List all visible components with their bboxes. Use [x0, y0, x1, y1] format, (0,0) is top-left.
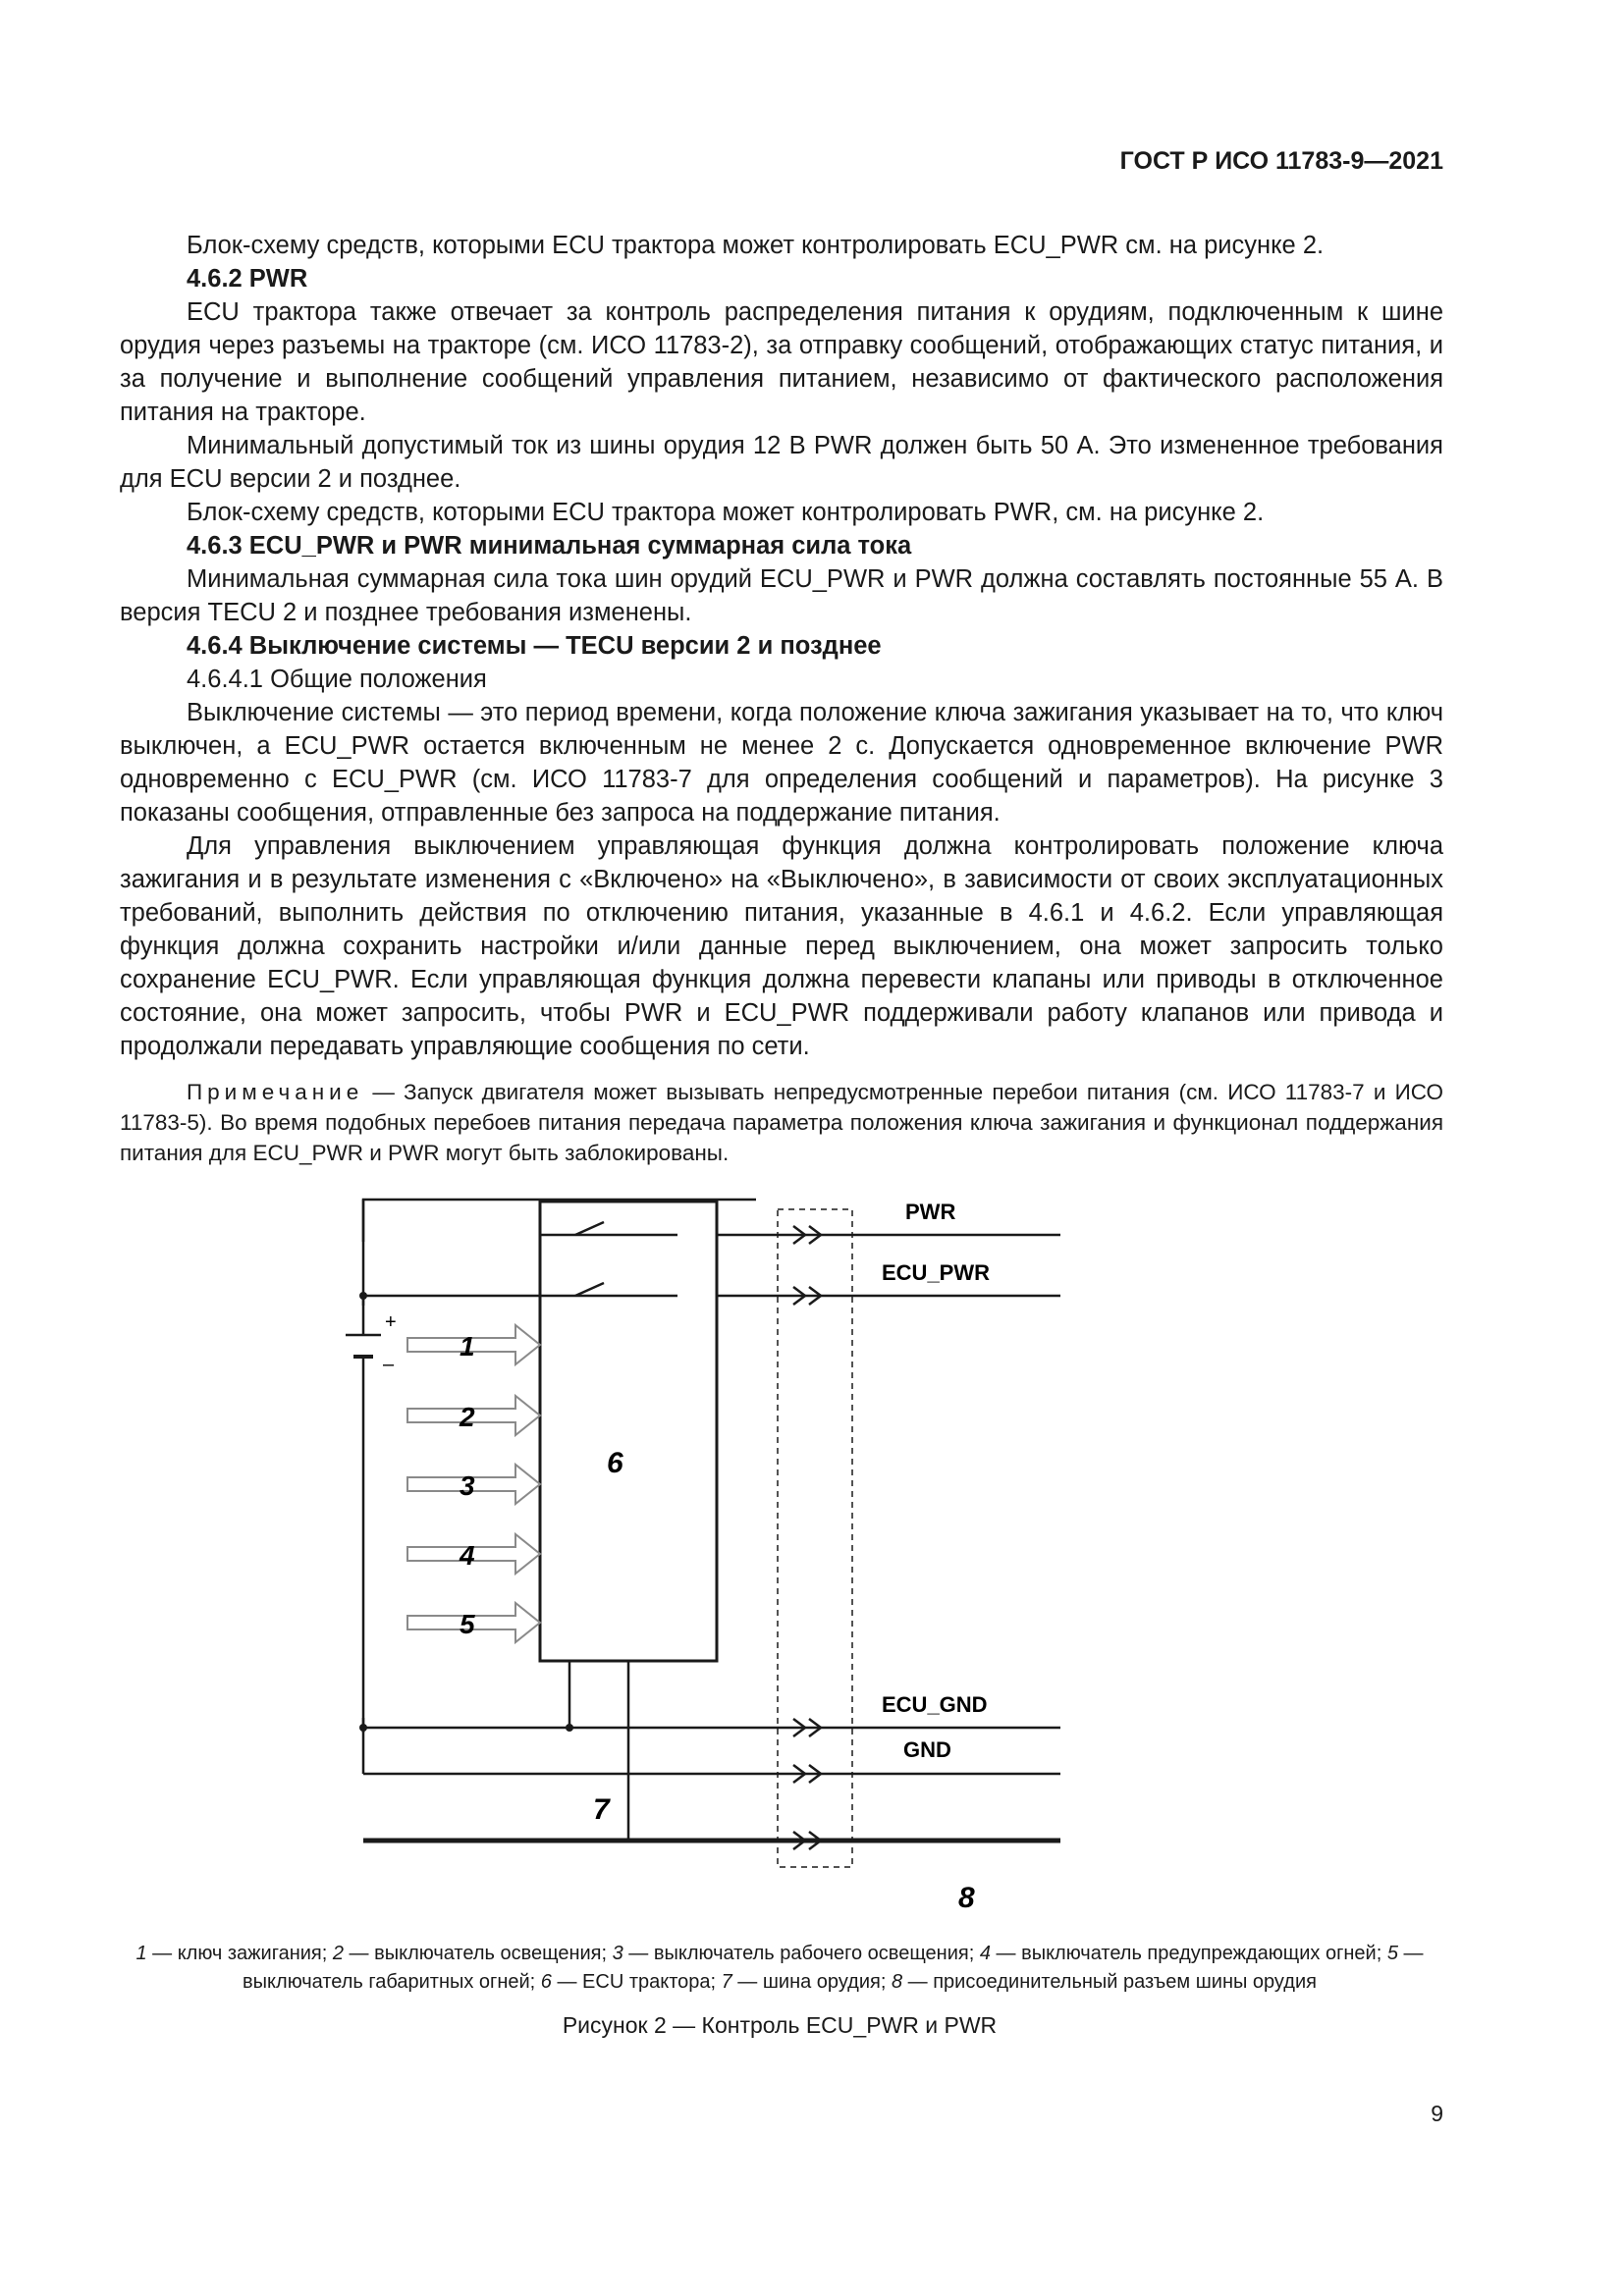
- note: [120, 1077, 1443, 1168]
- legend-number: 3: [612, 1943, 623, 1964]
- legend-text: — присоединительный разъем шины орудия: [902, 1971, 1317, 1993]
- legend-number: 1: [135, 1943, 147, 1964]
- subsection-heading-4-6-4-1: 4.6.4.1 Общие положения: [187, 666, 487, 693]
- section-heading-4-6-2: 4.6.2 PWR: [187, 265, 308, 293]
- circuit-diagram: [334, 1188, 1237, 1934]
- connector-chevrons: [793, 1226, 821, 1849]
- legend-text: — ECU трактора;: [551, 1971, 722, 1993]
- input-arrows: [407, 1325, 540, 1642]
- input-label-2: 2: [460, 1402, 475, 1432]
- label-ecu-6: 6: [607, 1447, 623, 1479]
- legend-text: — выключатель рабочего освещения;: [623, 1943, 980, 1964]
- document-id-header: ГОСТ Р ИСО 11783-9—2021: [1119, 147, 1443, 175]
- label-gnd: GND: [903, 1737, 951, 1762]
- legend-text: — выключатель предупреждающих огней;: [990, 1943, 1387, 1964]
- paragraph: Выключение системы — это период времени, когда положение ключа зажигания указывает на то, что ключ выключен, а ECU_PWR остается включенным не менее 2 с. Допускается одновременное включение PWR одновременно с ECU_PWR (см. ИСО 11783-7 для определения сообщений и параметров). На рисунке 3 показаны сообщения, отправленные без запроса на поддержание питания.: [120, 699, 1443, 827]
- switch-ecu-pwr: [575, 1283, 604, 1296]
- input-label-5: 5: [460, 1609, 475, 1639]
- section-heading-4-6-4: 4.6.4 Выключение системы — TECU версии 2 и позднее: [187, 632, 882, 660]
- legend-number: 8: [891, 1971, 903, 1993]
- battery-plus-label: +: [385, 1311, 397, 1333]
- paragraph: Минимальная суммарная сила тока шин орудий ECU_PWR и PWR должна составлять постоянные 55 А. В версия TECU 2 и позднее требования изменены.: [120, 565, 1443, 626]
- switch-pwr: [575, 1222, 604, 1235]
- paragraph: Блок-схему средств, которыми ECU трактора может контролировать PWR, см. на рисунке 2.: [187, 499, 1265, 526]
- label-pwr: PWR: [905, 1200, 956, 1224]
- input-label-4: 4: [460, 1540, 475, 1571]
- legend-number: 5: [1386, 1943, 1398, 1964]
- paragraph: Блок-схему средств, которыми ECU трактора может контролировать ECU_PWR см. на рисунке 2.: [187, 232, 1325, 259]
- legend-number: 2: [332, 1943, 344, 1964]
- legend-text: — выключатель освещения;: [344, 1943, 613, 1964]
- figure-legend: [116, 1940, 1443, 1997]
- battery-minus-label: –: [383, 1354, 395, 1375]
- label-ecu-pwr: ECU_PWR: [882, 1260, 991, 1285]
- legend-text: — ключ зажигания;: [146, 1943, 333, 1964]
- paragraph: ECU трактора также отвечает за контроль распределения питания к орудиям, подключенным к шине орудия через разъемы на тракторе (см. ИСО 11783-2), за отправку сообщений, отображающих статус питания, и за получение и выполнение сообщений управления питанием, независимо от фактического расположения питания на тракторе.: [120, 298, 1443, 426]
- label-bus-7: 7: [593, 1793, 610, 1826]
- ecu-box: [540, 1201, 717, 1661]
- section-heading-4-6-3: 4.6.3 ECU_PWR и PWR минимальная суммарная сила тока: [187, 532, 912, 560]
- legend-text: — выключатель габаритных огней;: [243, 1943, 1424, 1993]
- input-label-3: 3: [460, 1470, 475, 1501]
- label-ecu-gnd: ECU_GND: [882, 1692, 988, 1717]
- paragraph: Для управления выключением управляющая функция должна контролировать положение ключа зажигания и в результате изменения с «Включено» на «Выключено», в зависимости от своих эксплуатационных требований, выполнить действия по отключению питания, указанные в 4.6.1 и 4.6.2. Если управляющая функция должна сохранить настройки и/или данные перед выключением, она может запросить только сохранение ECU_PWR. Если управляющая функция должна перевести клапаны или приводы в отключенное состояние, она может запросить, чтобы PWR и ECU_PWR поддерживали работу клапанов или привода и продолжали передавать управляющие сообщения по сети.: [120, 832, 1443, 1060]
- legend-number: 7: [721, 1971, 732, 1993]
- figure-caption: Рисунок 2 — Контроль ECU_PWR и PWR: [562, 2012, 998, 2038]
- paragraph: Минимальный допустимый ток из шины орудия 12 В PWR должен быть 50 А. Это измененное требования для ECU версии 2 и позднее.: [120, 432, 1443, 493]
- note-label: Примечание: [187, 1080, 364, 1104]
- legend-text: — шина орудия;: [731, 1971, 892, 1993]
- label-connector-8: 8: [958, 1882, 975, 1914]
- body-text: [120, 229, 1443, 1168]
- figure-2-diagram: [334, 1188, 1237, 1934]
- legend-number: 6: [540, 1971, 552, 1993]
- note-text: — Запуск двигателя может вызывать непредусмотренные перебои питания (см. ИСО 11783-7 и ИСО 11783-5). Во время подобных перебоев питания передача параметра положения ключа зажигания и функционал поддержания питания для ECU_PWR и PWR могут быть заблокированы.: [120, 1080, 1443, 1165]
- legend-number: 4: [979, 1943, 991, 1964]
- page-number: 9: [1431, 2101, 1443, 2126]
- input-label-1: 1: [460, 1331, 475, 1362]
